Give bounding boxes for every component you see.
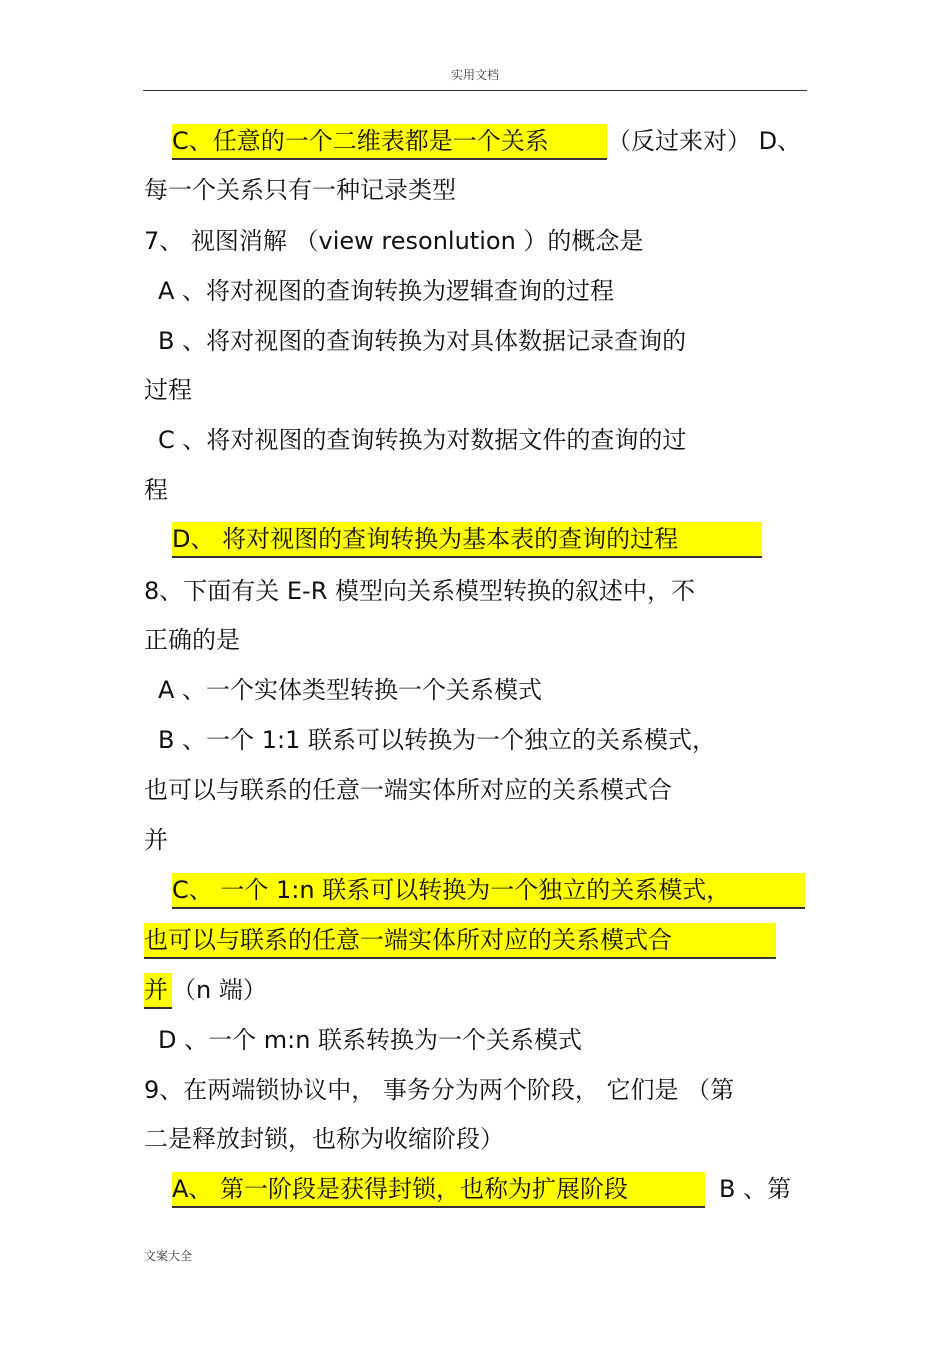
text-line (172, 1171, 791, 1207)
text-line (172, 521, 762, 557)
question-7: 7、 视图消解 （view resonlution ）的概念是 (144, 227, 644, 255)
text-line (144, 972, 267, 1008)
highlighted-answer: D、 将对视图的查询转换为基本表的查询的过程 (172, 522, 762, 558)
text-line (172, 123, 801, 159)
text-line (144, 922, 776, 958)
option-a: A 、将对视图的查询转换为逻辑查询的过程 (158, 277, 615, 305)
question-8: 8、下面有关 E-R 模型向关系模型转换的叙述中，不 (144, 577, 696, 605)
option-b: B 、一个 1:1 联系可以转换为一个独立的关系模式， (158, 726, 716, 754)
option-d: D 、一个 m:n 联系转换为一个关系模式 (158, 1026, 583, 1054)
text-line: 并 (144, 826, 168, 854)
text-line: 每一个关系只有一种记录类型 (144, 176, 456, 204)
highlighted-answer: 并 (144, 973, 172, 1009)
text-line (172, 872, 805, 908)
highlighted-answer: C、任意的一个二维表都是一个关系 (172, 124, 607, 160)
text-span: （反过来对） D、 (607, 127, 802, 155)
option-b: B 、将对视图的查询转换为对具体数据记录查询的 (158, 327, 687, 355)
header-rule (143, 90, 807, 91)
text-line: 程 (144, 476, 168, 504)
text-span: B 、第 (719, 1175, 792, 1203)
option-a: A 、一个实体类型转换一个关系模式 (158, 676, 543, 704)
page-footer: 文案大全 (144, 1249, 193, 1263)
option-c: C 、将对视图的查询转换为对数据文件的查询的过 (158, 426, 687, 454)
highlighted-answer: 也可以与联系的任意一端实体所对应的关系模式合 (144, 923, 776, 959)
text-span: （n 端） (172, 976, 267, 1004)
question-9: 9、在两端锁协议中， 事务分为两个阶段， 它们是 （第 (144, 1076, 735, 1104)
text-line: 也可以与联系的任意一端实体所对应的关系模式合 (144, 776, 672, 804)
highlighted-answer: C、 一个 1:n 联系可以转换为一个独立的关系模式， (172, 873, 805, 909)
text-line: 过程 (144, 376, 192, 404)
text-line: 正确的是 (144, 626, 240, 654)
highlighted-answer: A、 第一阶段是获得封锁，也称为扩展阶段 (172, 1172, 705, 1208)
text-line: 二是释放封锁，也称为收缩阶段） (144, 1125, 504, 1153)
page-header: 实用文档 (450, 68, 499, 82)
